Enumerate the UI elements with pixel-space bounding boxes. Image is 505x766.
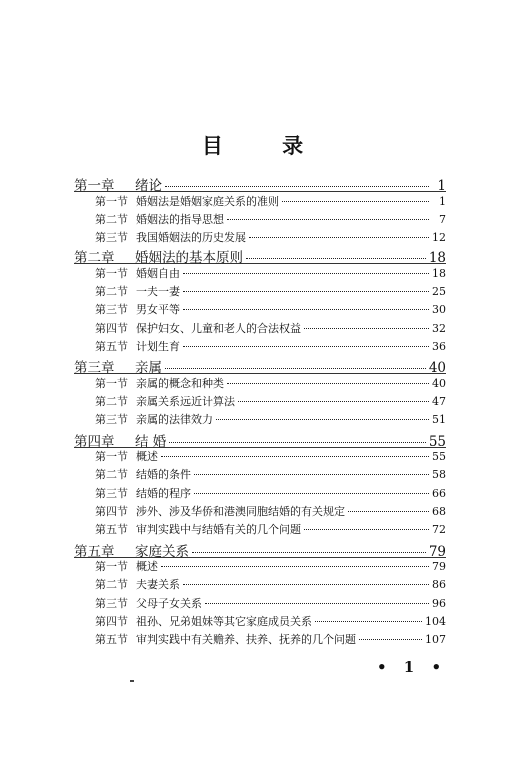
- toc-section-row: [95, 193, 446, 209]
- toc-entry-number: 第四节: [95, 505, 128, 518]
- toc-section-row: [95, 320, 446, 336]
- toc-page-number: 68: [432, 505, 446, 518]
- toc-entry-title: 亲属: [135, 360, 162, 374]
- toc-section-row: [95, 485, 446, 501]
- dot-leader: [348, 511, 429, 512]
- dot-leader: [227, 383, 429, 384]
- toc-entry-number: 第五节: [95, 633, 128, 646]
- toc-entry-number: 第二节: [95, 285, 128, 298]
- dot-leader: [165, 368, 426, 369]
- dot-leader: [161, 456, 429, 457]
- toc-entry-title: 婚姻法的基本原则: [135, 250, 243, 264]
- toc-page-number: 40: [428, 360, 446, 374]
- dot-leader: [161, 566, 429, 567]
- toc-page-number: 51: [432, 413, 446, 426]
- dot-leader: [216, 419, 429, 420]
- dot-leader: [183, 291, 429, 292]
- toc-entry-title: 结婚的程序: [136, 487, 191, 500]
- toc-entry-number: 第三节: [95, 231, 128, 244]
- toc-entry-title: 婚姻法的指导思想: [136, 213, 224, 226]
- toc-page-number: 79: [428, 544, 446, 558]
- toc-entry-title: 亲属关系远近计算法: [136, 395, 235, 408]
- toc-page-number: 30: [432, 303, 446, 316]
- toc-section-row: [95, 631, 446, 647]
- toc-chapter-row: [74, 356, 446, 374]
- toc-section-row: [95, 211, 446, 227]
- toc-entry-title: 审判实践中与结婚有关的几个问题: [136, 523, 301, 536]
- toc-entry-title: 涉外、涉及华侨和港澳同胞结婚的有关规定: [136, 505, 345, 518]
- toc-entry-number: 第四章: [74, 434, 115, 448]
- toc-section-row: [95, 338, 446, 354]
- toc-entry-title: 计划生育: [136, 340, 180, 353]
- toc-entry-number: 第五章: [74, 544, 115, 558]
- dot-leader: [359, 639, 422, 640]
- toc-entry-number: 第二节: [95, 468, 128, 481]
- toc-chapter-row: [74, 430, 446, 448]
- toc-page-number: 25: [432, 285, 446, 298]
- dot-leader: [194, 493, 429, 494]
- toc-entry-title: 结 婚: [135, 434, 167, 448]
- toc-entry-number: 第一节: [95, 560, 128, 573]
- toc-entry-number: 第二章: [74, 250, 115, 264]
- toc-page-number: 58: [432, 468, 446, 481]
- toc-entry-title: 一夫一妻: [136, 285, 180, 298]
- toc-section-row: [95, 229, 446, 245]
- toc-page-number: 7: [439, 213, 446, 226]
- toc-section-row: [95, 283, 446, 299]
- dot-leader: [183, 309, 429, 310]
- toc-entry-number: 第三节: [95, 597, 128, 610]
- toc-page-number: 79: [432, 560, 446, 573]
- toc-entry-title: 结婚的条件: [136, 468, 191, 481]
- toc-page-number: 12: [432, 231, 446, 244]
- toc-entry-title: 婚姻自由: [136, 267, 180, 280]
- dot-leader: [304, 529, 429, 530]
- toc-entry-title: 父母子女关系: [136, 597, 202, 610]
- toc-chapter-row: [74, 246, 446, 264]
- dot-leader: [183, 273, 429, 274]
- toc-section-row: [95, 613, 446, 629]
- dot-leader: [192, 552, 426, 553]
- toc-section-row: [95, 576, 446, 592]
- dot-leader: [183, 584, 429, 585]
- toc-entry-title: 亲属的法律效力: [136, 413, 213, 426]
- toc-page-number: 1: [439, 195, 446, 208]
- toc-page-number: 47: [432, 395, 446, 408]
- toc-entry-number: 第五节: [95, 340, 128, 353]
- toc-page-number: 36: [432, 340, 446, 353]
- dot-leader: [282, 201, 429, 202]
- toc-section-row: [95, 301, 446, 317]
- toc-section-row: [95, 265, 446, 281]
- toc-entry-number: 第二节: [95, 578, 128, 591]
- toc-entry-number: 第三节: [95, 413, 128, 426]
- toc-chapter-row: [74, 174, 446, 192]
- dot-leader: [304, 328, 429, 329]
- page-title: 目 录: [201, 133, 330, 158]
- dot-leader: [227, 219, 429, 220]
- toc-page-number: 96: [432, 597, 446, 610]
- toc-entry-number: 第五节: [95, 523, 128, 536]
- dot-leader: [249, 237, 429, 238]
- toc-page-number: 32: [432, 322, 446, 335]
- chapter-rule: [74, 373, 446, 374]
- toc-section-row: [95, 411, 446, 427]
- toc-entry-number: 第三节: [95, 303, 128, 316]
- toc-page-number: 55: [428, 434, 446, 448]
- toc-section-row: [95, 393, 446, 409]
- toc-page-number: 1: [437, 178, 446, 192]
- page-number: • 1 •: [377, 658, 448, 676]
- toc-entry-title: 男女平等: [136, 303, 180, 316]
- toc-entry-number: 第一节: [95, 267, 128, 280]
- toc-entry-number: 第四节: [95, 615, 128, 628]
- toc-entry-title: 概述: [136, 450, 158, 463]
- toc-entry-title: 祖孙、兄弟姐妹等其它家庭成员关系: [136, 615, 312, 628]
- toc-entry-title: 保护妇女、儿童和老人的合法权益: [136, 322, 301, 335]
- toc-page-number: 104: [425, 615, 446, 628]
- toc-entry-title: 我国婚姻法的历史发展: [136, 231, 246, 244]
- toc-section-row: [95, 521, 446, 537]
- toc-page-number: 40: [432, 377, 446, 390]
- toc-page-number: 107: [425, 633, 446, 646]
- toc-section-row: [95, 558, 446, 574]
- dot-leader: [315, 621, 422, 622]
- dot-leader: [165, 186, 429, 187]
- toc-entry-number: 第三章: [74, 360, 115, 374]
- chapter-rule: [74, 263, 446, 264]
- toc-entry-number: 第三节: [95, 487, 128, 500]
- toc-entry-title: 概述: [136, 560, 158, 573]
- toc-entry-title: 家庭关系: [135, 544, 189, 558]
- toc-section-row: [95, 503, 446, 519]
- toc-entry-title: 绪论: [135, 178, 162, 192]
- dot-leader: [205, 603, 429, 604]
- toc-section-row: [95, 595, 446, 611]
- toc-entry-number: 第一章: [74, 178, 115, 192]
- toc-entry-title: 婚姻法是婚姻家庭关系的准则: [136, 195, 279, 208]
- dot-leader: [194, 474, 429, 475]
- toc-entry-title: 夫妻关系: [136, 578, 180, 591]
- toc-entry-number: 第一节: [95, 195, 128, 208]
- toc-entry-number: 第四节: [95, 322, 128, 335]
- toc-section-row: [95, 466, 446, 482]
- dot-leader: [238, 401, 429, 402]
- dot-leader: [169, 442, 426, 443]
- toc-entry-number: 第二节: [95, 213, 128, 226]
- toc-page-number: 18: [428, 250, 446, 264]
- toc-section-row: [95, 448, 446, 464]
- ink-mark: [130, 680, 134, 682]
- toc-page-number: 18: [432, 267, 446, 280]
- toc-page-number: 55: [432, 450, 446, 463]
- toc-page-number: 86: [432, 578, 446, 591]
- chapter-rule: [74, 191, 446, 192]
- toc-entry-number: 第二节: [95, 395, 128, 408]
- toc-entry-number: 第一节: [95, 377, 128, 390]
- toc-chapter-row: [74, 540, 446, 558]
- toc-entry-number: 第一节: [95, 450, 128, 463]
- toc-page-number: 72: [432, 523, 446, 536]
- toc-entry-title: 亲属的概念和种类: [136, 377, 224, 390]
- dot-leader: [183, 346, 429, 347]
- toc-page-number: 66: [432, 487, 446, 500]
- dot-leader: [246, 258, 426, 259]
- toc-entry-title: 审判实践中有关赡养、扶养、抚养的几个问题: [136, 633, 356, 646]
- toc-section-row: [95, 375, 446, 391]
